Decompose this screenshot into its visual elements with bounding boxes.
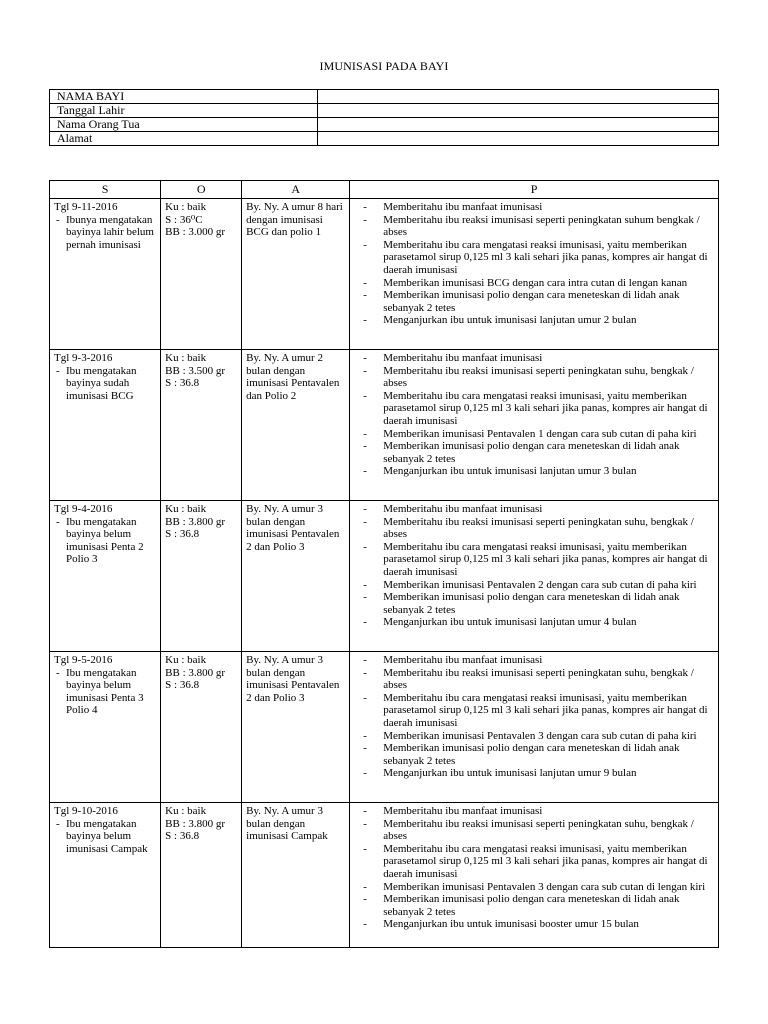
objective-line: Ku : baik [165, 201, 207, 213]
plan-cell [350, 501, 719, 652]
subjective-cell [50, 350, 161, 501]
patient-info-table [49, 89, 719, 146]
objective-line: S : 36⁰C [165, 213, 203, 226]
assessment-text: By. Ny. A umur 3 bulan dengan imunisasi Pentavalen 2 dan Polio 3 [246, 503, 340, 553]
plan-item: - Menganjurkan ibu untuk imunisasi lanjutan umur 9 bulan [354, 767, 714, 780]
objective-cell [161, 803, 242, 948]
plan-item: - Menganjurkan ibu untuk imunisasi lanjutan umur 4 bulan [354, 616, 714, 629]
objective-line: BB : 3.000 gr [165, 226, 226, 239]
plan-cell [350, 652, 719, 803]
plan-item: - Memberitahu ibu reaksi imunisasi seperti peningkatan suhu, bengkak / abses [354, 667, 714, 692]
info-label: Nama Orang Tua [50, 118, 318, 132]
plan-item: - Memberitahu ibu manfaat imunisasi [354, 352, 714, 365]
plan-item: - Memberikan imunisasi Pentavalen 3 dengan cara sub cutan di paha kiri [354, 730, 714, 743]
plan-item: - Memberikan imunisasi polio dengan cara meneteskan di lidah anak sebanyak 2 tetes [354, 440, 714, 465]
plan-item: - Memberitahu ibu cara mengatasi reaksi imunisasi, yaitu memberikan parasetamol sirup 0,125 ml 3 kali sehari jika panas, kompres air hangat di daerah imunisasi [354, 843, 714, 881]
plan-item: - Memberitahu ibu reaksi imunisasi seperti peningkatan suhum bengkak / abses [354, 214, 714, 239]
visit-date: Tgl 9-4-2016 [54, 503, 113, 515]
plan-item: - Memberitahu ibu cara mengatasi reaksi imunisasi, yaitu memberikan parasetamol sirup 0,125 ml 3 kali sehari jika panas, kompres air hangat di daerah imunisasi [354, 692, 714, 730]
header-o: O [161, 181, 242, 199]
info-value [318, 118, 719, 132]
plan-item: - Memberikan imunisasi polio dengan cara meneteskan di lidah anak sebanyak 2 tetes [354, 289, 714, 314]
assessment-text: By. Ny. A umur 3 bulan dengan imunisasi Pentavalen 2 dan Polio 3 [246, 654, 340, 704]
visit-date: Tgl 9-10-2016 [54, 805, 118, 817]
assessment-cell [242, 350, 350, 501]
plan-cell [350, 199, 719, 350]
plan-item: - Memberitahu ibu manfaat imunisasi [354, 654, 714, 667]
plan-item: - Memberitahu ibu cara mengatasi reaksi imunisasi, yaitu memberikan parasetamol sirup 0,125 ml 3 kali sehari jika panas, kompres air hangat di daerah imunisasi [354, 541, 714, 579]
soap-row [50, 199, 719, 350]
visit-date: Tgl 9-5-2016 [54, 654, 113, 666]
assessment-text: By. Ny. A umur 8 hari dengan imunisasi BCG dan polio 1 [246, 201, 343, 239]
objective-cell [161, 199, 242, 350]
assessment-cell [242, 803, 350, 948]
assessment-text: By. Ny. A umur 2 bulan dengan imunisasi Pentavalen dan Polio 2 [246, 352, 340, 402]
objective-line: S : 36.8 [165, 679, 200, 692]
subjective-note: - Ibunya mengatakan bayinya lahir belum pernah imunisasi [54, 214, 156, 252]
visit-date: Tgl 9-11-2016 [54, 201, 118, 213]
assessment-cell [242, 501, 350, 652]
assessment-text: By. Ny. A umur 3 bulan dengan imunisasi Campak [246, 805, 328, 843]
header-a: A [242, 181, 350, 199]
info-value [318, 132, 719, 146]
soap-table [49, 180, 719, 948]
subjective-cell [50, 652, 161, 803]
objective-line: Ku : baik [165, 352, 207, 364]
soap-header-row [50, 181, 719, 199]
subjective-cell [50, 803, 161, 948]
plan-item: - Memberikan imunisasi BCG dengan cara intra cutan di lengan kanan [354, 277, 714, 290]
info-value [318, 104, 719, 118]
plan-item: - Memberikan imunisasi Pentavalen 3 dengan cara sub cutan di lengan kiri [354, 881, 714, 894]
objective-line: BB : 3.500 gr [165, 364, 226, 377]
subjective-note: - Ibu mengatakan bayinya belum imunisasi Campak [54, 818, 156, 856]
plan-item: - Menganjurkan ibu untuk imunisasi booster umur 15 bulan [354, 918, 714, 931]
objective-cell [161, 501, 242, 652]
plan-item: - Memberitahu ibu cara mengatasi reaksi imunisasi, yaitu memberikan parasetamol sirup 0,125 ml 3 kali sehari jika panas, kompres air hangat di daerah imunisasi [354, 390, 714, 428]
subjective-cell [50, 199, 161, 350]
plan-item: - Memberikan imunisasi polio dengan cara meneteskan di lidah anak sebanyak 2 tetes [354, 893, 714, 918]
plan-item: - Memberitahu ibu manfaat imunisasi [354, 201, 714, 214]
objective-line: S : 36.8 [165, 528, 200, 541]
plan-item: - Memberitahu ibu manfaat imunisasi [354, 805, 714, 818]
plan-item: - Memberikan imunisasi polio dengan cara meneteskan di lidah anak sebanyak 2 tetes [354, 591, 714, 616]
soap-row [50, 350, 719, 501]
header-p: P [350, 181, 719, 199]
info-row-nama-orang-tua [50, 118, 719, 132]
info-value [318, 90, 719, 104]
plan-item: - Memberitahu ibu cara mengatasi reaksi imunisasi, yaitu memberikan parasetamol sirup 0,125 ml 3 kali sehari jika panas, kompres air hangat di daerah imunisasi [354, 239, 714, 277]
objective-line: Ku : baik [165, 654, 207, 666]
subjective-note: - Ibu mengatakan bayinya belum imunisasi Penta 3 Polio 4 [54, 667, 156, 717]
info-row-alamat [50, 132, 719, 146]
soap-row [50, 501, 719, 652]
info-row-nama-bayi [50, 90, 719, 104]
subjective-cell [50, 501, 161, 652]
plan-item: - Menganjurkan ibu untuk imunisasi lanjutan umur 2 bulan [354, 314, 714, 327]
assessment-cell [242, 652, 350, 803]
visit-date: Tgl 9-3-2016 [54, 352, 113, 364]
plan-item: - Memberitahu ibu reaksi imunisasi seperti peningkatan suhu, bengkak / abses [354, 365, 714, 390]
objective-cell [161, 350, 242, 501]
objective-line: BB : 3.800 gr [165, 515, 226, 528]
plan-cell [350, 350, 719, 501]
soap-row [50, 652, 719, 803]
subjective-note: - Ibu mengatakan bayinya sudah imunisasi BCG [54, 365, 156, 403]
objective-line: Ku : baik [165, 805, 207, 817]
info-row-tanggal-lahir [50, 104, 719, 118]
assessment-cell [242, 199, 350, 350]
plan-item: - Memberitahu ibu manfaat imunisasi [354, 503, 714, 516]
info-label: Tanggal Lahir [50, 104, 318, 118]
plan-item: - Memberikan imunisasi Pentavalen 1 dengan cara sub cutan di paha kiri [354, 428, 714, 441]
document-title: IMUNISASI PADA BAYI [319, 59, 449, 73]
plan-item: - Memberikan imunisasi Pentavalen 2 dengan cara sub cutan di paha kiri [354, 579, 714, 592]
plan-item: - Memberikan imunisasi polio dengan cara meneteskan di lidah anak sebanyak 2 tetes [354, 742, 714, 767]
objective-line: BB : 3.800 gr [165, 817, 226, 830]
header-s: S [50, 181, 161, 199]
objective-line: S : 36.8 [165, 377, 200, 390]
soap-row [50, 803, 719, 948]
info-label: Alamat [50, 132, 318, 146]
plan-item: - Memberitahu ibu reaksi imunisasi seperti peningkatan suhu, bengkak / abses [354, 516, 714, 541]
plan-cell [350, 803, 719, 948]
plan-item: - Memberitahu ibu reaksi imunisasi seperti peningkatan suhu, bengkak / abses [354, 818, 714, 843]
info-label: NAMA BAYI [50, 90, 318, 104]
subjective-note: - Ibu mengatakan bayinya belum imunisasi Penta 2 Polio 3 [54, 516, 156, 566]
plan-item: - Menganjurkan ibu untuk imunisasi lanjutan umur 3 bulan [354, 465, 714, 478]
objective-line: S : 36.8 [165, 830, 200, 843]
objective-line: BB : 3.800 gr [165, 666, 226, 679]
objective-cell [161, 652, 242, 803]
objective-line: Ku : baik [165, 503, 207, 515]
